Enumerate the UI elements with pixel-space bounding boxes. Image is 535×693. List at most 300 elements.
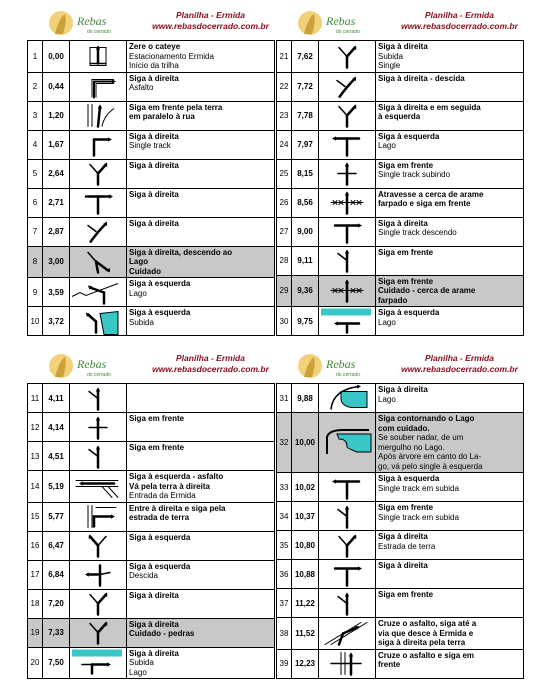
step-instructions <box>127 101 275 130</box>
svg-text:do cerrado: do cerrado <box>336 372 360 378</box>
step-instructions <box>376 188 524 217</box>
rebas-logo <box>47 351 125 381</box>
instruction-bold: à esquerda <box>378 112 421 121</box>
svg-text:Rebas: Rebas <box>326 14 356 28</box>
route-step-row <box>277 130 524 159</box>
step-distance-km: 1,67 <box>43 130 70 159</box>
direction-cell <box>70 130 127 159</box>
route-step-row <box>277 413 524 473</box>
step-instructions <box>127 384 275 413</box>
quadrant <box>27 349 275 679</box>
route-step-row <box>277 246 524 275</box>
route-step-row <box>277 560 524 589</box>
route-table <box>276 40 524 336</box>
route-step-row <box>28 442 275 471</box>
instruction-bold: Siga em frente <box>378 276 434 286</box>
step-distance-km: 2,71 <box>43 188 70 217</box>
start-arrow-icon <box>70 43 126 70</box>
svg-text:do cerrado: do cerrado <box>336 29 360 35</box>
step-distance-km: 7,72 <box>292 72 319 101</box>
instruction-bold: Siga em frente <box>129 414 185 423</box>
route-step-row <box>28 41 275 73</box>
route-step-row <box>28 188 275 217</box>
route-step-row <box>277 589 524 618</box>
rebas-logo <box>296 8 374 38</box>
step-instructions <box>376 649 524 678</box>
fence-cross-icon <box>319 189 375 216</box>
instruction-bold: Siga em frente <box>378 503 434 512</box>
svg-text:Rebas: Rebas <box>77 357 107 371</box>
step-number: 6 <box>28 188 43 217</box>
page-header <box>27 6 275 40</box>
route-step-row <box>277 41 524 73</box>
step-distance-km: 9,11 <box>292 246 319 275</box>
step-distance-km: 3,00 <box>43 246 70 278</box>
route-step-row <box>28 502 275 531</box>
direction-cell <box>70 159 127 188</box>
instruction-note: Estacionamento Ermida <box>129 51 214 61</box>
asphalt-cross-icon <box>319 620 375 647</box>
instruction-bold: Siga à direita <box>129 73 179 83</box>
route-step-row <box>277 159 524 188</box>
instruction-bold: Lago <box>129 257 149 266</box>
step-distance-km: 8,15 <box>292 159 319 188</box>
instruction-note: Subida <box>378 51 403 61</box>
step-instructions <box>376 101 524 130</box>
route-step-row <box>28 72 275 101</box>
step-distance-km: 4,14 <box>43 413 70 442</box>
instruction-bold: Cuidado - cerca de arame <box>378 286 476 295</box>
instruction-bold: Zere o cateye <box>129 42 181 51</box>
instruction-bold: Siga à direita <box>378 532 428 541</box>
fork-right-icon <box>70 619 126 646</box>
step-distance-km: 3,59 <box>43 278 70 307</box>
step-number: 5 <box>28 159 43 188</box>
lake-around-icon <box>319 415 375 471</box>
instruction-bold: Siga em frente pela terra <box>129 102 223 112</box>
road-curve-right-icon <box>70 73 126 100</box>
step-number: 26 <box>277 188 292 217</box>
step-number: 2 <box>28 72 43 101</box>
instruction-note: Subida <box>129 658 154 667</box>
instruction-note: go, vá pelo single à esquerda <box>378 461 483 471</box>
step-distance-km: 0,00 <box>43 41 70 73</box>
step-number: 13 <box>28 442 43 471</box>
parallel-road-icon <box>70 102 126 129</box>
instruction-bold: Siga à direita <box>129 189 179 199</box>
direction-cell <box>70 101 127 130</box>
step-number: 31 <box>277 384 292 413</box>
route-step-row <box>28 413 275 442</box>
site-url: www.rebasdocerrado.com.br <box>152 364 269 374</box>
t-junction-right-icon <box>319 218 375 245</box>
route-step-row <box>277 473 524 502</box>
step-number: 10 <box>28 307 43 336</box>
step-distance-km: 11,22 <box>292 589 319 618</box>
step-distance-km: 10,37 <box>292 502 319 531</box>
route-step-row <box>277 307 524 336</box>
step-distance-km: 7,20 <box>43 589 70 618</box>
fork-right-icon <box>70 160 126 187</box>
step-instructions <box>127 531 275 560</box>
instruction-bold: Siga à esquerda <box>378 131 440 141</box>
direction-cell <box>70 531 127 560</box>
step-number: 18 <box>28 589 43 618</box>
instruction-bold: Siga contornando o Lago <box>378 414 475 423</box>
step-number: 17 <box>28 560 43 589</box>
fork-straight-icon <box>319 590 375 617</box>
route-step-row <box>28 246 275 278</box>
step-number: 23 <box>277 101 292 130</box>
direction-cell <box>319 188 376 217</box>
page-title-block <box>148 353 273 375</box>
step-instructions <box>127 41 275 73</box>
step-instructions <box>376 384 524 413</box>
instruction-bold: Siga à direita e em seguida <box>378 102 481 112</box>
fork-right-icon <box>319 532 375 559</box>
direction-cell <box>70 307 127 336</box>
step-instructions <box>376 130 524 159</box>
step-number: 24 <box>277 130 292 159</box>
direction-cell <box>319 384 376 413</box>
route-step-row <box>277 502 524 531</box>
direction-cell <box>70 384 127 413</box>
step-instructions <box>127 589 275 618</box>
step-number: 35 <box>277 531 292 560</box>
direction-cell <box>70 217 127 246</box>
step-number: 37 <box>277 589 292 618</box>
quadrant <box>276 6 524 336</box>
t-junction-left-icon <box>319 131 375 158</box>
step-distance-km: 6,47 <box>43 531 70 560</box>
cross-straight-icon <box>70 414 126 441</box>
step-number: 20 <box>28 647 43 679</box>
step-instructions <box>376 531 524 560</box>
step-distance-km: 10,80 <box>292 531 319 560</box>
step-number: 9 <box>28 278 43 307</box>
step-distance-km: 4,11 <box>43 384 70 413</box>
step-instructions <box>127 618 275 647</box>
route-step-row <box>277 101 524 130</box>
step-distance-km: 10,00 <box>292 413 319 473</box>
page-title-block <box>148 10 273 32</box>
instruction-note: Lago <box>378 141 396 150</box>
step-instructions <box>127 307 275 336</box>
svg-text:Rebas: Rebas <box>77 14 107 28</box>
cross-left-icon <box>70 561 126 588</box>
route-table <box>276 383 524 679</box>
page-header <box>27 349 275 383</box>
step-instructions <box>127 130 275 159</box>
instruction-bold: Cruze o asfalto e siga em <box>378 650 475 660</box>
step-distance-km: 7,50 <box>43 647 70 679</box>
step-distance-km: 12,23 <box>292 649 319 678</box>
instruction-note: Entrada da Ermida <box>129 491 196 500</box>
instruction-bold: Siga à esquerda <box>378 308 440 317</box>
direction-cell <box>319 72 376 101</box>
step-instructions <box>376 473 524 502</box>
step-instructions <box>376 275 524 307</box>
site-url: www.rebasdocerrado.com.br <box>401 364 518 374</box>
step-instructions <box>376 159 524 188</box>
instruction-bold: Siga à esquerda <box>129 279 191 288</box>
step-number: 39 <box>277 649 292 678</box>
quadrant <box>276 349 524 679</box>
step-number: 27 <box>277 217 292 246</box>
direction-cell <box>319 473 376 502</box>
direction-cell <box>70 589 127 618</box>
instruction-bold: Vá pela terra à direita <box>129 481 210 491</box>
direction-cell <box>319 130 376 159</box>
route-step-row <box>28 647 275 679</box>
instruction-note: Lago <box>129 667 147 677</box>
lake-right-icon <box>319 385 375 412</box>
step-instructions <box>127 502 275 531</box>
t-junction-right-lake-icon <box>70 649 126 676</box>
route-step-row <box>28 560 275 589</box>
step-distance-km: 5,19 <box>43 471 70 503</box>
instruction-note: Lago <box>129 288 147 298</box>
step-instructions <box>376 246 524 275</box>
step-distance-km: 6,84 <box>43 560 70 589</box>
step-instructions <box>127 217 275 246</box>
direction-cell <box>319 307 376 336</box>
site-url: www.rebasdocerrado.com.br <box>401 21 518 31</box>
step-instructions <box>127 188 275 217</box>
instruction-note: Single track em subida <box>378 483 459 493</box>
route-step-row <box>28 159 275 188</box>
asphalt-left-icon <box>70 473 126 500</box>
step-distance-km: 7,97 <box>292 130 319 159</box>
instruction-bold: Siga à direita, descendo ao <box>129 247 233 257</box>
route-step-row <box>28 471 275 503</box>
sheet-title: Planilha - Ermida <box>425 10 494 20</box>
step-number: 34 <box>277 502 292 531</box>
step-instructions <box>127 442 275 471</box>
route-step-row <box>28 101 275 130</box>
instruction-bold: Siga à esquerda <box>378 474 440 483</box>
instruction-bold: Siga à direita <box>378 218 428 228</box>
instruction-note: Single track subindo <box>378 170 451 179</box>
step-number: 11 <box>28 384 43 413</box>
step-number: 4 <box>28 130 43 159</box>
route-table <box>27 40 275 336</box>
instruction-bold: Siga à direita <box>129 160 179 170</box>
instruction-bold: Siga à direita <box>129 590 179 600</box>
step-number: 22 <box>277 72 292 101</box>
step-instructions <box>127 413 275 442</box>
instruction-note: Single track <box>129 141 171 150</box>
route-step-row <box>277 275 524 307</box>
route-step-row <box>277 217 524 246</box>
fence-cross-icon <box>319 277 375 304</box>
direction-cell <box>70 471 127 503</box>
site-url: www.rebasdocerrado.com.br <box>152 21 269 31</box>
step-distance-km: 3,72 <box>43 307 70 336</box>
direction-cell <box>70 442 127 471</box>
curve-right-icon <box>70 218 126 245</box>
page-header <box>276 349 524 383</box>
fork-straight-icon <box>70 385 126 412</box>
route-step-row <box>277 531 524 560</box>
step-distance-km: 7,62 <box>292 41 319 73</box>
fork-right-icon <box>70 590 126 617</box>
instruction-bold: Entre à direita e siga pela <box>129 503 226 513</box>
step-distance-km: 9,75 <box>292 307 319 336</box>
t-junction-left-icon <box>319 474 375 501</box>
direction-cell <box>319 649 376 678</box>
step-instructions <box>376 72 524 101</box>
instruction-bold: frente <box>378 660 401 669</box>
instruction-bold: Siga à esquerda <box>129 532 191 542</box>
instruction-bold: em paralelo à rua <box>129 112 195 121</box>
step-distance-km: 9,88 <box>292 384 319 413</box>
direction-cell <box>70 41 127 73</box>
t-junction-right-icon <box>70 189 126 216</box>
left-lake-icon <box>70 308 126 335</box>
step-instructions <box>127 647 275 679</box>
step-distance-km: 10,88 <box>292 560 319 589</box>
quadrant <box>27 6 275 336</box>
cross-straight-icon <box>319 160 375 187</box>
instruction-note: Início da trilha <box>129 61 179 70</box>
route-step-row <box>277 188 524 217</box>
fork-straight-icon <box>319 247 375 274</box>
step-distance-km: 10,02 <box>292 473 319 502</box>
fork-right-icon <box>319 43 375 70</box>
step-instructions <box>376 413 524 473</box>
step-distance-km: 4,51 <box>43 442 70 471</box>
curve-right-icon <box>319 73 375 100</box>
step-distance-km: 9,00 <box>292 217 319 246</box>
t-junction-left-lake-icon <box>319 308 375 335</box>
fork-straight-icon <box>70 443 126 470</box>
route-step-row <box>277 618 524 650</box>
instruction-bold: Siga à direita <box>129 218 179 228</box>
step-instructions <box>376 618 524 650</box>
direction-cell <box>319 618 376 650</box>
direction-cell <box>70 560 127 589</box>
direction-cell <box>70 618 127 647</box>
step-distance-km: 9,36 <box>292 275 319 307</box>
direction-cell <box>319 560 376 589</box>
svg-text:do cerrado: do cerrado <box>87 29 111 35</box>
instruction-bold: Siga à direita <box>378 561 428 570</box>
rebas-logo <box>296 351 374 381</box>
fork-right-icon <box>319 102 375 129</box>
instruction-bold: farpado <box>378 295 408 305</box>
step-distance-km: 7,78 <box>292 101 319 130</box>
direction-cell <box>70 72 127 101</box>
road-entry-right-icon <box>70 503 126 530</box>
instruction-bold: Siga à esquerda - asfalto <box>129 472 224 481</box>
step-instructions <box>127 560 275 589</box>
route-step-row <box>28 278 275 307</box>
direction-cell <box>319 413 376 473</box>
instruction-note: Asfalto <box>129 83 154 92</box>
route-step-row <box>277 649 524 678</box>
sheet-title: Planilha - Ermida <box>176 10 245 20</box>
step-number: 29 <box>277 275 292 307</box>
direction-cell <box>319 502 376 531</box>
svg-text:do cerrado: do cerrado <box>87 372 111 378</box>
route-table <box>27 383 275 679</box>
instruction-bold: Cuidado - pedras <box>129 629 195 638</box>
instruction-bold: Siga à direita <box>129 131 179 141</box>
instruction-bold: Siga à direita <box>129 619 179 629</box>
fork-straight-icon <box>319 503 375 530</box>
step-distance-km: 2,87 <box>43 217 70 246</box>
step-instructions <box>376 560 524 589</box>
direction-cell <box>319 217 376 246</box>
instruction-bold: Siga em frente <box>378 247 434 257</box>
instruction-bold: Siga à direita <box>129 648 179 658</box>
svg-text:Rebas: Rebas <box>326 357 356 371</box>
step-instructions <box>376 589 524 618</box>
step-instructions <box>127 72 275 101</box>
instruction-note: Estrada de terra <box>378 541 436 551</box>
direction-cell <box>319 159 376 188</box>
direction-cell <box>70 188 127 217</box>
direction-cell <box>70 413 127 442</box>
instruction-note: Single track descendo <box>378 228 457 237</box>
route-step-row <box>28 384 275 413</box>
step-number: 14 <box>28 471 43 503</box>
instruction-bold: siga à direita pela terra <box>378 638 466 647</box>
step-distance-km: 7,33 <box>43 618 70 647</box>
instruction-note: Lago <box>378 317 396 327</box>
direction-cell <box>319 246 376 275</box>
step-distance-km: 11,52 <box>292 618 319 650</box>
step-instructions <box>127 246 275 278</box>
step-instructions <box>127 471 275 503</box>
sheet-title: Planilha - Ermida <box>425 353 494 363</box>
step-number: 36 <box>277 560 292 589</box>
step-number: 15 <box>28 502 43 531</box>
asphalt-straight-icon <box>319 650 375 677</box>
step-number: 28 <box>277 246 292 275</box>
instruction-bold: Atravesse a cerca de arame <box>378 189 484 199</box>
step-distance-km: 2,64 <box>43 159 70 188</box>
instruction-bold: Siga à esquerda <box>129 561 191 571</box>
direction-cell <box>70 278 127 307</box>
fork-left-icon <box>70 532 126 559</box>
instruction-note: Descida <box>129 571 158 580</box>
instruction-bold: Siga à direita <box>378 385 428 394</box>
direction-cell <box>70 502 127 531</box>
route-step-row <box>277 384 524 413</box>
instruction-bold: Cruze o asfalto, siga até a <box>378 619 477 628</box>
step-number: 33 <box>277 473 292 502</box>
instruction-bold: Cuidado <box>129 266 161 276</box>
route-step-row <box>28 130 275 159</box>
step-number: 12 <box>28 413 43 442</box>
direction-cell <box>319 101 376 130</box>
instruction-bold: estrada de terra <box>129 513 190 522</box>
direction-cell <box>319 275 376 307</box>
direction-cell <box>70 246 127 278</box>
route-step-row <box>28 531 275 560</box>
instruction-note: Single <box>378 61 401 70</box>
rebas-logo <box>47 8 125 38</box>
sheet-title: Planilha - Ermida <box>176 353 245 363</box>
instruction-bold: via que desce à Ermida e <box>378 628 474 638</box>
instruction-bold: com cuidado. <box>378 423 430 433</box>
instruction-bold: Siga em frente <box>129 443 185 452</box>
route-step-row <box>28 307 275 336</box>
step-instructions <box>376 307 524 336</box>
step-distance-km: 5,77 <box>43 502 70 531</box>
